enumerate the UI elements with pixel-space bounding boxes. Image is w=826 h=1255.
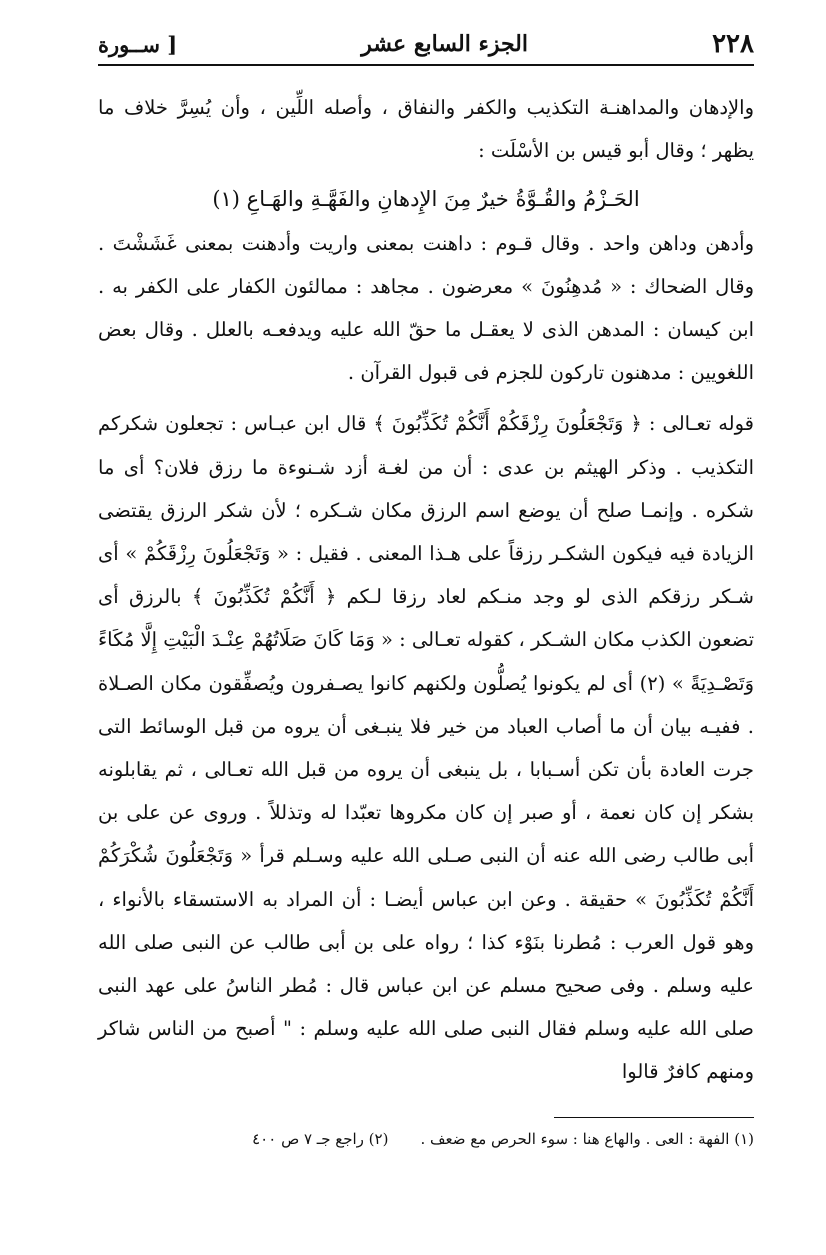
poetry-verse: الحَـزْمُ والقُـوَّةُ خيرٌ مِنَ الإِدهانِ والفَهَّـةِ والهَـاعِ (١): [212, 187, 640, 212]
paragraph-gap: [98, 394, 754, 402]
footnote-divider: [554, 1117, 754, 1118]
page-header: [98, 24, 754, 66]
footnote-2: (٢) راجع جـ ٧ ص ٤٠٠: [252, 1130, 389, 1148]
footnote-1: (١) الفهة : العى . والهاع هنا : سوء الحرص مع ضعف .: [420, 1130, 754, 1148]
paragraph-2: وأدهن وداهن واحد . وقال قـوم : داهنت بمعنى واريت وأدهنت بمعنى غَشَشْتَ . وقال الضحاك : « مُدهِنُونَ » معرضون . مجاهد : ممالئون الكفار على الكفر به . ابن كيسان : المدهن الذى لا يعقـل ما حقّ الله عليه ويدفعـه بالعلل . وقال بعض اللغويين : مدهنون تاركون للجزم فى قبول القرآن .: [98, 231, 754, 385]
surah-label: [ ســورة: [98, 31, 178, 57]
paragraph-3: قوله تعـالى : ﴿ وَتَجْعَلُونَ رِزْقَكُمْ أَنَّكُمْ تُكَذِّبُونَ ﴾ قال ابن عبـاس : تجعلون شكركم التكذيب . وذكر الهيثم بن عدى : أن من لغـة أزد شـنوءة ما رزق فلان؟ أى ما شكره . وإنمـا صلح أن يوضع اسم الرزق مكان شـكره ؛ لأن شكر الرزق يقتضى الزيادة فيه فيكون الشكـر رزقاً على هـذا المعنى . فقيل : « وَتَجْعَلُونَ رِزْقَكُمْ » أى شـكر رزقكم الذى لو وجد منـكم لعاد رزقا لـكم ﴿ أَنَّكُمْ تُكَذِّبُونَ ﴾ بالرزق أى تضعون الكذب مكان الشـكر ، كقوله تعـالى : « وَمَا كَانَ صَلَاتُهُمْ عِنْـدَ الْبَيْتِ إِلَّا مُكَاءً وَتَصْـدِيَةً » (٢) أى لم يكونوا يُصلُّون ولكنهم كانوا يصـفرون ويُصفِّقون مكان الصـلاة . ففيـه بيان أن ما أصاب العباد من خير فلا ينبـغى أن يروه من قبل الوسائط التى جرت العادة بأن تكن أسـبابا ، بل ينبغى أن يروه من قبل الله تعـالى ، ثم يقابلونه بشكر إن كان نعمة ، أو صبر إن كان مكروها تعبّدا له وتذللاً . وروى عن على بن أبى طالب رضى الله عنه أن النبى صـلى الله عليه وسـلم قرأ « وَتَجْعَلُونَ شُكْرَكُمْ أَنَّكُمْ تُكَذِّبُونَ » حقيقة . وعن ابن عباس أيضـا : أن المراد به الاستسقاء بالأنواء ، وهو قول العرب : مُطرنا بنَوْء كذا ؛ رواه على بن أبى طالب عن النبى صلى الله عليه وسلم . وفى صحيح مسلم عن ابن عباس قال : مُطر الناسُ على عهد النبى صلى الله عليه وسلم فقال النبى صلى الله عليه وسلم : " أصبح من الناس شاكر ومنهم كافرٌ قالوا: [98, 412, 754, 1084]
body-text: [98, 86, 754, 1094]
header-title: الجزء السابع عشر: [361, 31, 528, 57]
page-number: ٢٢٨: [712, 29, 754, 59]
paragraph-1: والإدهان والمداهنـة التكذيب والكفر والنفاق ، وأصله اللِّين ، وأن يُسِرَّ خلاف ما يظهر ؛ وقال أبو قيس بن الأسْلَت :: [98, 96, 754, 163]
footnotes: [98, 1127, 754, 1151]
